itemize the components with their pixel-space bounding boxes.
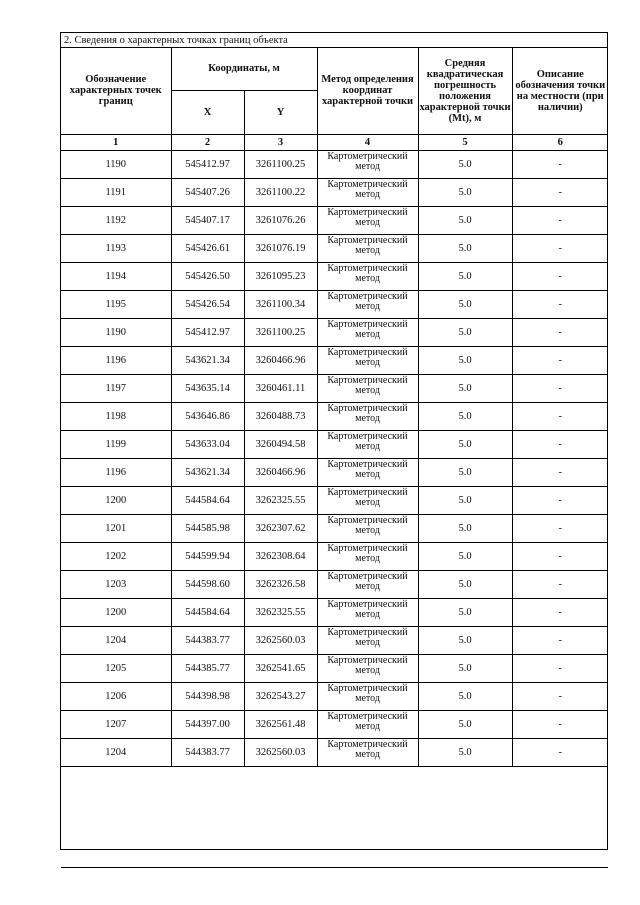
cell-y: 3260494.58: [244, 430, 317, 458]
cell-x: 543635.14: [171, 374, 244, 402]
cell-x: 544584.64: [171, 598, 244, 626]
table-row: [61, 430, 608, 458]
cell-method: Картометрический метод: [317, 598, 418, 626]
cell-y: 3262541.65: [244, 654, 317, 682]
column-number: 5: [418, 134, 512, 150]
cell-method: Картометрический метод: [317, 682, 418, 710]
section-title: 2. Сведения о характерных точках границ объекта: [61, 33, 607, 48]
cell-point-id: 1204: [61, 738, 171, 766]
cell-description: -: [512, 262, 608, 290]
cell-point-id: 1196: [61, 458, 171, 486]
cell-x: 545412.97: [171, 318, 244, 346]
header-x: X: [171, 90, 244, 134]
table-row: [61, 710, 608, 738]
table-row: [61, 206, 608, 234]
cell-method: Картометрический метод: [317, 374, 418, 402]
cell-accuracy: 5.0: [418, 402, 512, 430]
boundary-points-sheet: [60, 32, 608, 850]
cell-y: 3260488.73: [244, 402, 317, 430]
cell-description: -: [512, 514, 608, 542]
cell-method: Картометрический метод: [317, 234, 418, 262]
cell-accuracy: 5.0: [418, 626, 512, 654]
cell-description: -: [512, 206, 608, 234]
table-row: [61, 626, 608, 654]
cell-x: 545426.54: [171, 290, 244, 318]
table-row: [61, 542, 608, 570]
cell-description: -: [512, 570, 608, 598]
cell-accuracy: 5.0: [418, 178, 512, 206]
cell-x: 545412.97: [171, 150, 244, 178]
cell-y: 3262560.03: [244, 738, 317, 766]
table-row: [61, 150, 608, 178]
cell-method: Картометрический метод: [317, 514, 418, 542]
cell-x: 544383.77: [171, 626, 244, 654]
cell-y: 3262561.48: [244, 710, 317, 738]
cell-method: Картометрический метод: [317, 486, 418, 514]
cell-description: -: [512, 598, 608, 626]
cell-description: -: [512, 542, 608, 570]
cell-description: -: [512, 626, 608, 654]
cell-x: 543646.86: [171, 402, 244, 430]
cell-accuracy: 5.0: [418, 458, 512, 486]
table-row: [61, 738, 608, 766]
cell-point-id: 1197: [61, 374, 171, 402]
cell-accuracy: 5.0: [418, 346, 512, 374]
cell-point-id: 1205: [61, 654, 171, 682]
cell-y: 3262543.27: [244, 682, 317, 710]
table-row: [61, 234, 608, 262]
cell-accuracy: 5.0: [418, 542, 512, 570]
cell-method: Картометрический метод: [317, 570, 418, 598]
cell-y: 3262308.64: [244, 542, 317, 570]
cell-x: 543633.04: [171, 430, 244, 458]
table-row: [61, 598, 608, 626]
cell-description: -: [512, 374, 608, 402]
cell-y: 3262326.58: [244, 570, 317, 598]
cell-accuracy: 5.0: [418, 486, 512, 514]
cell-point-id: 1200: [61, 598, 171, 626]
table-row: [61, 514, 608, 542]
blank-area: [61, 766, 608, 867]
cell-description: -: [512, 346, 608, 374]
cell-method: Картометрический метод: [317, 654, 418, 682]
cell-method: Картометрический метод: [317, 710, 418, 738]
cell-y: 3260466.96: [244, 346, 317, 374]
header-coordinates: Координаты, м: [171, 48, 317, 90]
cell-point-id: 1202: [61, 542, 171, 570]
header-y: Y: [244, 90, 317, 134]
cell-accuracy: 5.0: [418, 150, 512, 178]
cell-x: 545426.50: [171, 262, 244, 290]
cell-accuracy: 5.0: [418, 514, 512, 542]
cell-accuracy: 5.0: [418, 682, 512, 710]
cell-x: 543621.34: [171, 346, 244, 374]
table-row: [61, 402, 608, 430]
cell-method: Картометрический метод: [317, 738, 418, 766]
cell-y: 3262325.55: [244, 598, 317, 626]
table-row: [61, 682, 608, 710]
column-number: 1: [61, 134, 171, 150]
cell-x: 544398.98: [171, 682, 244, 710]
header-accuracy: Средняя квадратическая погрешность положения характерной точки (Mt), м: [418, 48, 512, 134]
header-description: Описание обозначения точки на местности (при наличии): [512, 48, 608, 134]
column-number: 2: [171, 134, 244, 150]
cell-x: 544585.98: [171, 514, 244, 542]
cell-point-id: 1193: [61, 234, 171, 262]
cell-accuracy: 5.0: [418, 262, 512, 290]
cell-method: Картометрический метод: [317, 262, 418, 290]
cell-accuracy: 5.0: [418, 374, 512, 402]
cell-description: -: [512, 318, 608, 346]
column-number: 6: [512, 134, 608, 150]
cell-point-id: 1192: [61, 206, 171, 234]
cell-y: 3261100.22: [244, 178, 317, 206]
cell-point-id: 1194: [61, 262, 171, 290]
cell-x: 544584.64: [171, 486, 244, 514]
cell-y: 3260461.11: [244, 374, 317, 402]
cell-description: -: [512, 486, 608, 514]
table-row: [61, 486, 608, 514]
cell-accuracy: 5.0: [418, 234, 512, 262]
cell-accuracy: 5.0: [418, 654, 512, 682]
table-row: [61, 262, 608, 290]
header-method: Метод определения координат характерной точки: [317, 48, 418, 134]
table-row: [61, 318, 608, 346]
cell-point-id: 1199: [61, 430, 171, 458]
table-row: [61, 290, 608, 318]
cell-accuracy: 5.0: [418, 598, 512, 626]
cell-x: 545407.17: [171, 206, 244, 234]
cell-y: 3262560.03: [244, 626, 317, 654]
cell-point-id: 1204: [61, 626, 171, 654]
cell-y: 3262307.62: [244, 514, 317, 542]
cell-x: 543621.34: [171, 458, 244, 486]
cell-method: Картометрический метод: [317, 402, 418, 430]
cell-description: -: [512, 458, 608, 486]
table-row: [61, 178, 608, 206]
cell-y: 3260466.96: [244, 458, 317, 486]
cell-method: Картометрический метод: [317, 290, 418, 318]
cell-point-id: 1207: [61, 710, 171, 738]
cell-description: -: [512, 430, 608, 458]
table-row: [61, 458, 608, 486]
cell-point-id: 1200: [61, 486, 171, 514]
cell-method: Картометрический метод: [317, 318, 418, 346]
cell-method: Картометрический метод: [317, 542, 418, 570]
cell-description: -: [512, 178, 608, 206]
cell-description: -: [512, 710, 608, 738]
cell-method: Картометрический метод: [317, 150, 418, 178]
cell-x: 544599.94: [171, 542, 244, 570]
cell-x: 544385.77: [171, 654, 244, 682]
cell-point-id: 1195: [61, 290, 171, 318]
table-row: [61, 570, 608, 598]
cell-point-id: 1206: [61, 682, 171, 710]
cell-point-id: 1203: [61, 570, 171, 598]
cell-description: -: [512, 290, 608, 318]
cell-method: Картометрический метод: [317, 430, 418, 458]
cell-x: 545426.61: [171, 234, 244, 262]
table-row: [61, 374, 608, 402]
cell-x: 545407.26: [171, 178, 244, 206]
column-number: 3: [244, 134, 317, 150]
cell-method: Картометрический метод: [317, 206, 418, 234]
cell-description: -: [512, 654, 608, 682]
cell-description: -: [512, 682, 608, 710]
cell-y: 3261100.25: [244, 318, 317, 346]
cell-point-id: 1190: [61, 150, 171, 178]
cell-y: 3261076.26: [244, 206, 317, 234]
cell-point-id: 1190: [61, 318, 171, 346]
cell-point-id: 1191: [61, 178, 171, 206]
cell-x: 544397.00: [171, 710, 244, 738]
table-body: [61, 150, 608, 766]
cell-point-id: 1196: [61, 346, 171, 374]
cell-accuracy: 5.0: [418, 290, 512, 318]
cell-y: 3261100.25: [244, 150, 317, 178]
cell-method: Картометрический метод: [317, 458, 418, 486]
cell-accuracy: 5.0: [418, 738, 512, 766]
cell-y: 3261095.23: [244, 262, 317, 290]
cell-description: -: [512, 234, 608, 262]
cell-accuracy: 5.0: [418, 430, 512, 458]
table-row: [61, 654, 608, 682]
cell-y: 3261076.19: [244, 234, 317, 262]
cell-y: 3261100.34: [244, 290, 317, 318]
cell-x: 544383.77: [171, 738, 244, 766]
cell-point-id: 1198: [61, 402, 171, 430]
header-designation: Обозначение характерных точек границ: [61, 48, 171, 134]
table-row: [61, 346, 608, 374]
cell-method: Картометрический метод: [317, 178, 418, 206]
boundary-points-table: [61, 48, 608, 868]
cell-description: -: [512, 150, 608, 178]
cell-description: -: [512, 738, 608, 766]
cell-x: 544598.60: [171, 570, 244, 598]
cell-accuracy: 5.0: [418, 710, 512, 738]
cell-accuracy: 5.0: [418, 206, 512, 234]
cell-method: Картометрический метод: [317, 346, 418, 374]
cell-y: 3262325.55: [244, 486, 317, 514]
cell-method: Картометрический метод: [317, 626, 418, 654]
cell-accuracy: 5.0: [418, 318, 512, 346]
cell-accuracy: 5.0: [418, 570, 512, 598]
column-number: 4: [317, 134, 418, 150]
cell-point-id: 1201: [61, 514, 171, 542]
cell-description: -: [512, 402, 608, 430]
